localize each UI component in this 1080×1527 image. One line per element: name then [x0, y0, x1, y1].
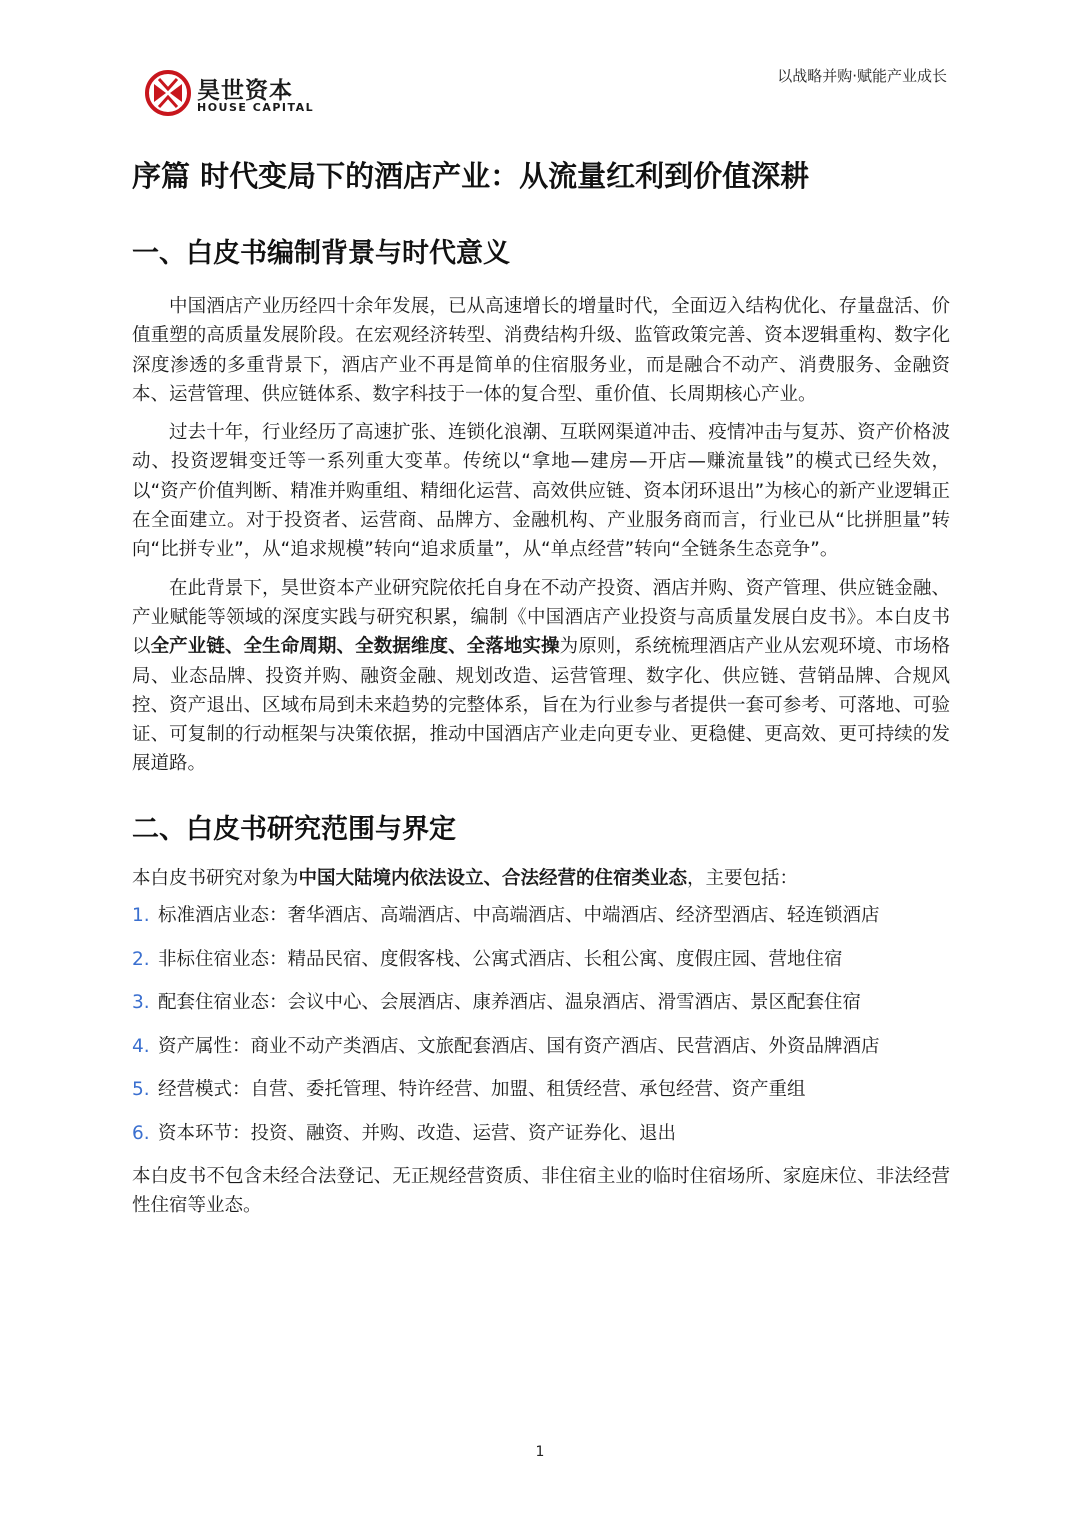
list-item: [132, 945, 950, 989]
section-1-paragraph-1: 中国酒店产业历经四十余年发展，已从高速增长的增量时代，全面迈入结构优化、存量盘活、价值重塑的高质量发展阶段。在宏观经济转型、消费结构升级、监管政策完善、资本逻辑重构、数字化深度渗透的多重背景下，酒店产业不再是简单的住宿服务业，而是融合不动产、消费服务、金融资本、运营管理、供应链体系、数字科技于一体的复合型、重价值、长周期核心产业。: [132, 296, 950, 405]
list-item-text: 资本环节：投资、融资、并购、改造、运营、资产证券化、退出: [158, 1122, 677, 1144]
scope-exclusion-note: 本白皮书不包含未经合法登记、无正规经营资质、非住宿主业的临时住宿场所、家庭床位、非法经营性住宿等业态。: [132, 1166, 950, 1217]
section-1-paragraph-3: [132, 574, 950, 779]
list-item-number: 1.: [132, 905, 150, 927]
section-1-paragraph-2: 过去十年，行业经历了高速扩张、连锁化浪潮、互联网渠道冲击、疫情冲击与复苏、资产价格波动、投资逻辑变迁等一系列重大变革。传统以“拿地—建房—开店—赚流量钱”的模式已经失效，以“资产价值判断、精准并购重组、精细化运营、高效供应链、资本闭环退出”为核心的新产业逻辑正在全面建立。对于投资者、运营商、品牌方、金融机构、产业服务商而言，行业已从“比拼胆量”转向“比拼专业”，从“追求规模”转向“追求质量”，从“单点经营”转向“全链条生态竞争”。: [132, 422, 950, 561]
scope-intro-bold: 中国大陆境内依法设立、合法经营的住宿类业态: [298, 867, 688, 889]
scope-list: [132, 901, 950, 1162]
list-item-text: 资产属性：商业不动产类酒店、文旅配套酒店、国有资产酒店、民营酒店、外资品牌酒店: [158, 1035, 880, 1057]
list-item-number: 2.: [132, 948, 150, 970]
logo-mark-icon: [145, 70, 191, 116]
list-item-number: 3.: [132, 992, 150, 1014]
page-number: 1: [535, 1444, 545, 1460]
list-item-text: 标准酒店业态：奢华酒店、高端酒店、中高端酒店、中端酒店、经济型酒店、轻连锁酒店: [158, 905, 880, 927]
section-2-heading: 二、白皮书研究范围与界定: [132, 813, 456, 845]
page-header: [0, 0, 1080, 130]
list-item-text: 非标住宿业态：精品民宿、度假客栈、公寓式酒店、长租公寓、度假庄园、营地住宿: [158, 948, 843, 970]
list-item: [132, 901, 950, 945]
list-item-number: 6.: [132, 1122, 150, 1144]
paragraph-3-text-after: 为原则，系统梳理酒店产业从宏观环境、市场格局、业态品牌、投资并购、融资金融、规划改造、运营管理、数字化、供应链、营销品牌、合规风控、资产退出、区域布局到未来趋势的完整体系，旨在为行业参与者提供一套可参考、可落地、可验证、可复制的行动框架与决策依据，推动中国酒店产业走向更专业、更稳健、更高效、更可持续的发展道路。: [132, 636, 950, 775]
list-item: [132, 988, 950, 1032]
scope-intro: [132, 864, 950, 893]
page-title: 序篇 时代变局下的酒店产业：从流量红利到价值深耕: [132, 159, 810, 193]
logo-text-en: HOUSE CAPITAL: [197, 101, 315, 114]
header-slogan: 以战略并购·赋能产业成长: [777, 67, 947, 85]
logo-text-cn: 昊世资本: [197, 78, 293, 104]
list-item-text: 配套住宿业态：会议中心、会展酒店、康养酒店、温泉酒店、滑雪酒店、景区配套住宿: [158, 992, 862, 1014]
paragraph-3-bold-principles: 全产业链、全生命周期、全数据维度、全落地实操: [150, 636, 560, 658]
logo: [145, 70, 315, 120]
scope-intro-after: ，主要包括：: [687, 867, 799, 889]
list-item: [132, 1032, 950, 1076]
section-1-heading: 一、白皮书编制背景与时代意义: [132, 238, 510, 269]
list-item-number: 5.: [132, 1079, 150, 1101]
list-item: [132, 1119, 950, 1163]
list-item-text: 经营模式：自营、委托管理、特许经营、加盟、租赁经营、承包经营、资产重组: [158, 1079, 806, 1101]
list-item-number: 4.: [132, 1035, 150, 1057]
list-item: [132, 1075, 950, 1119]
paragraph-3-text-before: 在此背景下，昊世资本产业研究院依托自身在不动产投资、酒店并购、资产管理、供应链金融、产业赋能等领域的深度实践与研究积累，编制《中国酒店产业投资与高质量发展白皮书》。本白皮书以: [132, 577, 950, 658]
scope-intro-before: 本白皮书研究对象为: [132, 867, 299, 889]
document-body: [132, 150, 950, 1221]
